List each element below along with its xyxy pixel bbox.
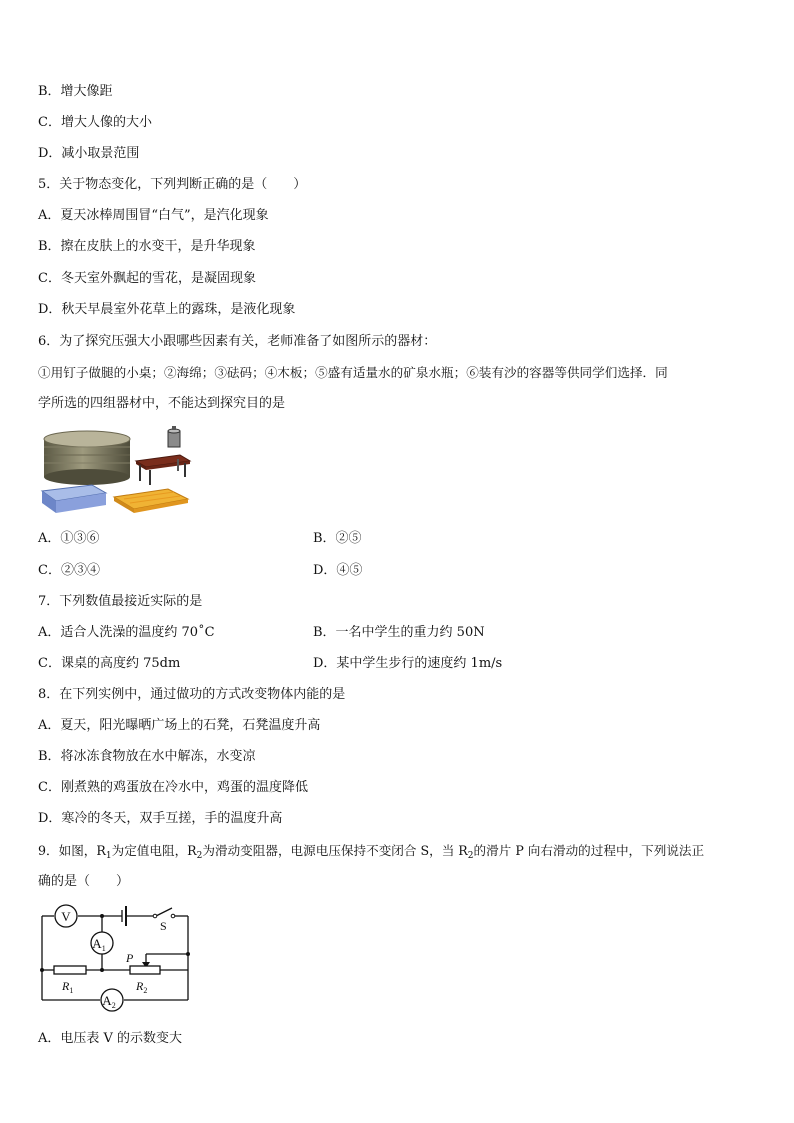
q9-sub1: 1 xyxy=(105,851,112,861)
circuit-diagram xyxy=(36,902,196,1022)
q6-option-d: D．④⑤ xyxy=(313,563,363,578)
switch-contact-right xyxy=(171,914,175,918)
sand-container xyxy=(44,431,130,485)
q9-stem-line2: 确的是（ ） xyxy=(38,874,130,889)
q6-option-a: A．①③⑥ xyxy=(38,531,100,546)
q7-stem: 7．下列数值最接近实际的是 xyxy=(38,594,203,609)
q6-stem-line2: ①用钉子做腿的小桌；②海绵；③砝码；④木板；⑤盛有适量水的矿泉水瓶；⑥装有沙的容器等供同学们选择．同 xyxy=(38,365,668,380)
wooden-board xyxy=(114,489,188,513)
r2-label: $R_2$ xyxy=(136,979,148,995)
q6-stem: 6．为了探究压强大小跟哪些因素有关，老师准备了如图所示的器材： xyxy=(38,334,437,349)
q5-option-a: A．夏天冰棒周围冒“白气”，是汽化现象 xyxy=(38,208,269,223)
q4-option-d: D．减小取景范围 xyxy=(38,146,140,161)
q8-option-d: D．寒冷的冬天，双手互搓，手的温度升高 xyxy=(38,811,283,826)
switch-contact-left xyxy=(153,914,157,918)
switch-label: S xyxy=(160,919,167,933)
q9-stem-part1: 9．如图，R xyxy=(38,843,106,858)
voltmeter-label: V xyxy=(61,909,71,924)
q6-option-b: B．②⑤ xyxy=(313,531,362,546)
q9-stem xyxy=(38,842,704,865)
q6-stem-line3: 学所选的四组器材中，不能达到探究目的是 xyxy=(38,396,286,411)
q9-sub2: 2 xyxy=(196,851,203,861)
q5-option-d: D．秋天早晨室外花草上的露珠，是液化现象 xyxy=(38,302,296,317)
q4-option-c: C．增大人像的大小 xyxy=(38,115,152,130)
q8-option-b: B．将冰冻食物放在水中解冻，水变凉 xyxy=(38,749,256,764)
resistor-r1 xyxy=(54,966,86,974)
ammeter-a1-label: $A_1$ xyxy=(92,936,106,953)
ammeter-a2-label: $A_2$ xyxy=(102,993,116,1010)
r1-label: $R_1$ xyxy=(62,979,74,995)
rheostat-r2 xyxy=(130,966,160,974)
q8-stem: 8．在下列实例中，通过做功的方式改变物体内能的是 xyxy=(38,687,346,702)
q7-option-b: B．一名中学生的重力约 50N xyxy=(313,625,485,640)
small-table xyxy=(136,455,190,485)
q8-option-a: A．夏天，阳光曝晒广场上的石凳，石凳温度升高 xyxy=(38,718,321,733)
sponge xyxy=(42,485,106,513)
q5-option-b: B．擦在皮肤上的水变干，是升华现象 xyxy=(38,239,256,254)
q7-option-c: C．课桌的高度约 75dm xyxy=(38,656,181,671)
weight-block xyxy=(168,426,180,447)
q9-stem-part2: 为定值电阻，R xyxy=(111,843,197,858)
q8-option-c: C．刚煮熟的鸡蛋放在冷水中，鸡蛋的温度降低 xyxy=(38,780,308,795)
q7-option-d: D．某中学生步行的速度约 1m/s xyxy=(313,656,503,671)
q5-stem: 5．关于物态变化，下列判断正确的是（ ） xyxy=(38,177,307,192)
q7-option-a: A．适合人洗澡的温度约 70˚C xyxy=(38,625,215,640)
q9-sub3: 2 xyxy=(467,851,474,861)
slider-label: P xyxy=(126,951,134,965)
q5-option-c: C．冬天室外飘起的雪花，是凝固现象 xyxy=(38,271,256,286)
apparatus-figure xyxy=(40,425,194,517)
q4-option-b: B．增大像距 xyxy=(38,84,113,99)
q9-option-a: A．电压表 V 的示数变大 xyxy=(38,1031,183,1046)
q9-stem-part3: 为滑动变阻器，电源电压保持不变闭合 S，当 R xyxy=(202,843,468,858)
q6-option-c: C．②③④ xyxy=(38,563,100,578)
q9-stem-part4: 的滑片 P 向右滑动的过程中，下列说法正 xyxy=(473,843,705,858)
